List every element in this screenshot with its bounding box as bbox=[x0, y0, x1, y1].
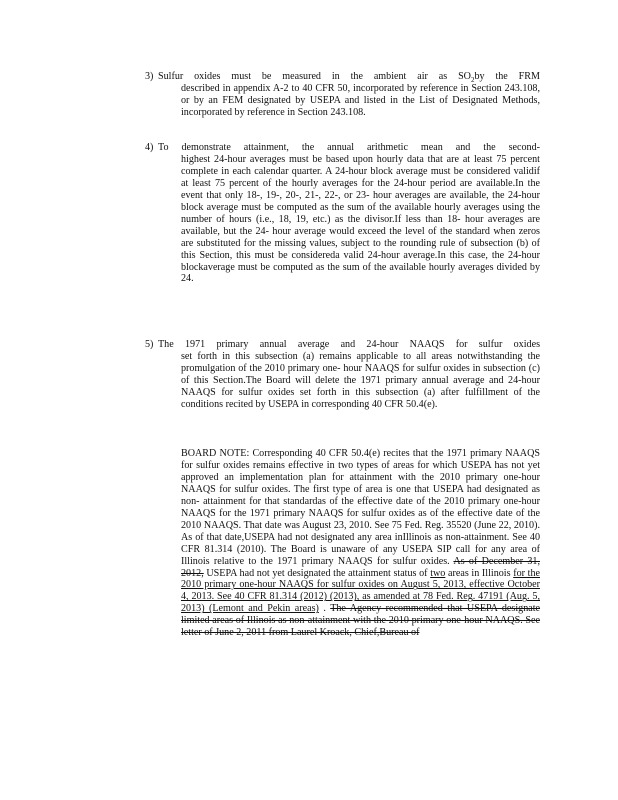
board-note-inserted-2: for the 2010 primary one-hour NAAQS for sulfur oxides on August 5, 2013, effective October 4, 2013. See 40 CFR 81.314 (2012) (2013), as amended at 78 Fed. Reg. 47191 (Aug. 5, 2013) (Lemont and Pekin areas) bbox=[181, 567, 540, 615]
item-3-first-end: by the FRM bbox=[474, 71, 540, 82]
item-4-body: highest 24-hour averages must be based upon hourly data that are at least 75 percent complete in each calendar quarter. A 24-hour block average must be considered validif at least 75 percent of the hourly averages for the 24-hour period are available.In the event that only 18-, 19-, 20-, 21-, 22-, or 23- hour averages are available, the 24-hour block average must be computed as the sum of the available hourly averages using the number of hours (i.e., 18, 19, etc.) as the divisor.If less than 18- hour averages are available, but the 24- hour average would exceed the level of the standard when zeros are substituted for the missing values, subject to the rounding rule of subsection (b) of this Section, this must be considereda valid 24-hour average.In this case, the 24-hour blockaverage must be computed as the sum of the available hourly averages divided by 24. bbox=[181, 153, 540, 285]
item-5-first-line: The 1971 primary annual average and 24-hour NAAQS for sulfur oxides bbox=[158, 339, 540, 350]
board-note bbox=[181, 448, 540, 639]
item-3-marker: 3) bbox=[145, 71, 154, 82]
item-5-body: set forth in this subsection (a) remains applicable to all areas notwithstanding the promulgation of the 2010 primary one- hour NAAQS for sulfur oxides in subsection (c) of this Section.The Board will delete the 1971 primary annual average and 24-hour NAAQS for sulfur oxides set forth in this subsection (a) after fulfillment of the conditions recited by USEPA in corresponding 40 CFR 50.4(e). bbox=[181, 350, 540, 410]
board-note-text-2: USEPA had not yet designated the attainment status of bbox=[206, 567, 428, 579]
board-note-text-3: areas in Illinois bbox=[448, 567, 511, 579]
list-item-5 bbox=[145, 339, 540, 411]
item-4-marker: 4) bbox=[145, 142, 154, 153]
item-3-body: described in appendix A-2 to 40 CFR 50, incorporated by reference in Section 243.108, or by an FEM designated by USEPA and listed in the List of Designated Methods, incorporated by reference in Section 243.108. bbox=[181, 82, 540, 118]
board-note-deleted-2: The Agency recommended that USEPA designate limited areas of Illinois as non-attainment with the 2010 primary one-hour NAAQS. See letter of June 2, 2011 from Laurel Kroack, Chief,Bureau of bbox=[181, 603, 541, 639]
item-5-marker: 5) bbox=[145, 339, 154, 350]
board-note-deleted-1: As of December 31, 2012, bbox=[181, 555, 540, 579]
list-item-3 bbox=[145, 71, 540, 119]
board-note-inserted-1: two bbox=[430, 567, 446, 579]
item-3-first-text: Sulfur oxides must be measured in the ambient air as SO bbox=[158, 71, 471, 82]
item-3-first-line bbox=[158, 71, 540, 87]
item-3-subscript: 2 bbox=[470, 76, 475, 85]
board-note-text-4: . bbox=[323, 603, 326, 615]
list-item-4 bbox=[145, 142, 540, 285]
board-note-text-1: BOARD NOTE: Corresponding 40 CFR 50.4(e) recites that the 1971 primary NAAQS for sulfur oxides remains effective in two types of areas for which USEPA has not yet approved an implementation plan for attainment with the 2010 primary one-hour NAAQS for sulfur oxides. The first type of area is one that USEPA had designated as non- attainment for that standardas of the effective date of the 2010 primary one-hour NAAQS for the 1971 primary NAAQS for sulfur oxides as of the effective date of the 2010 NAAQS. That date was August 23, 2010. See 75 Fed. Reg. 35520 (June 22, 2010). As of that date,USEPA had not designated any area inIllinois as non-attainment. See 40 CFR 81.314 (2010). The Board is unaware of any USEPA SIP call for any area of Illinois relative to the 1971 primary NAAQS for sulfur oxides. bbox=[181, 448, 540, 567]
item-4-first-line: To demonstrate attainment, the annual arithmetic mean and the second- bbox=[158, 142, 540, 153]
